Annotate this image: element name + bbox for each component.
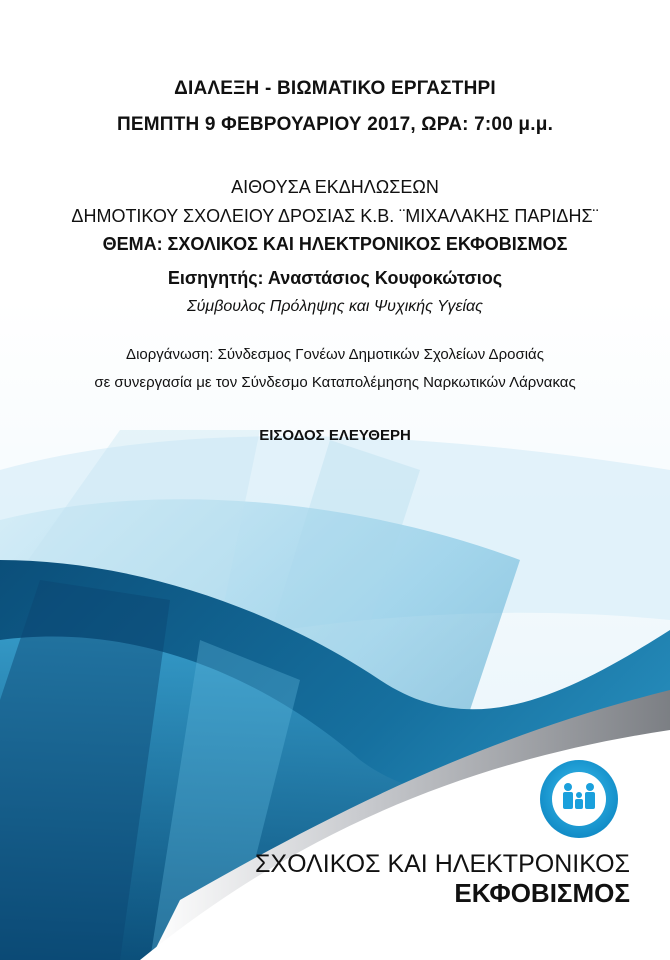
event-datetime: ΠΕΜΠΤΗ 9 ΦΕΒΡΟΥΑΡΙΟΥ 2017, ΩΡΑ: 7:00 μ.μ.: [116, 114, 554, 135]
speaker-role: Σύμβουλος Πρόληψης και Ψυχικής Υγείας: [187, 298, 483, 315]
footer-title-line-1: ΣΧΟΛΙΚΟΣ ΚΑΙ ΗΛΕΚΤΡΟΝΙΚΟΣ: [254, 850, 630, 878]
parents-association-logo-icon: [540, 760, 618, 838]
organizers-line-1: Διοργάνωση: Σύνδεσμος Γονέων Δημοτικών Σχολείων Δροσιάς: [126, 346, 544, 363]
event-title: ΔΙΑΛΕΞΗ - ΒΙΩΜΑΤΙΚΟ ΕΡΓΑΣΤΗΡΙ: [174, 78, 496, 99]
free-entry-notice: ΕΙΣΟΔΟΣ ΕΛΕΥΘΕΡΗ: [259, 427, 411, 444]
footer-title-line-2: ΕΚΦΟΒΙΣΜΟΣ: [454, 878, 630, 908]
organizers-line-2: σε συνεργασία με τον Σύνδεσμο Καταπολέμησης Ναρκωτικών Λάρνακας: [94, 374, 576, 391]
venue-school: ΔΗΜΟΤΙΚΟΥ ΣΧΟΛΕΙΟΥ ΔΡΟΣΙΑΣ Κ.Β. ¨ΜΙΧΑΛΑΚΗΣ ΠΑΡΙΔΗΣ¨: [71, 206, 599, 226]
venue-hall: ΑΙΘΟΥΣΑ ΕΚΔΗΛΩΣΕΩΝ: [231, 177, 439, 197]
speaker-name: Εισηγητής: Αναστάσιος Κουφοκώτσιος: [167, 268, 503, 288]
event-theme: ΘΕΜΑ: ΣΧΟΛΙΚΟΣ ΚΑΙ ΗΛΕΚΤΡΟΝΙΚΟΣ ΕΚΦΟΒΙΣΜΟΣ: [102, 234, 568, 254]
